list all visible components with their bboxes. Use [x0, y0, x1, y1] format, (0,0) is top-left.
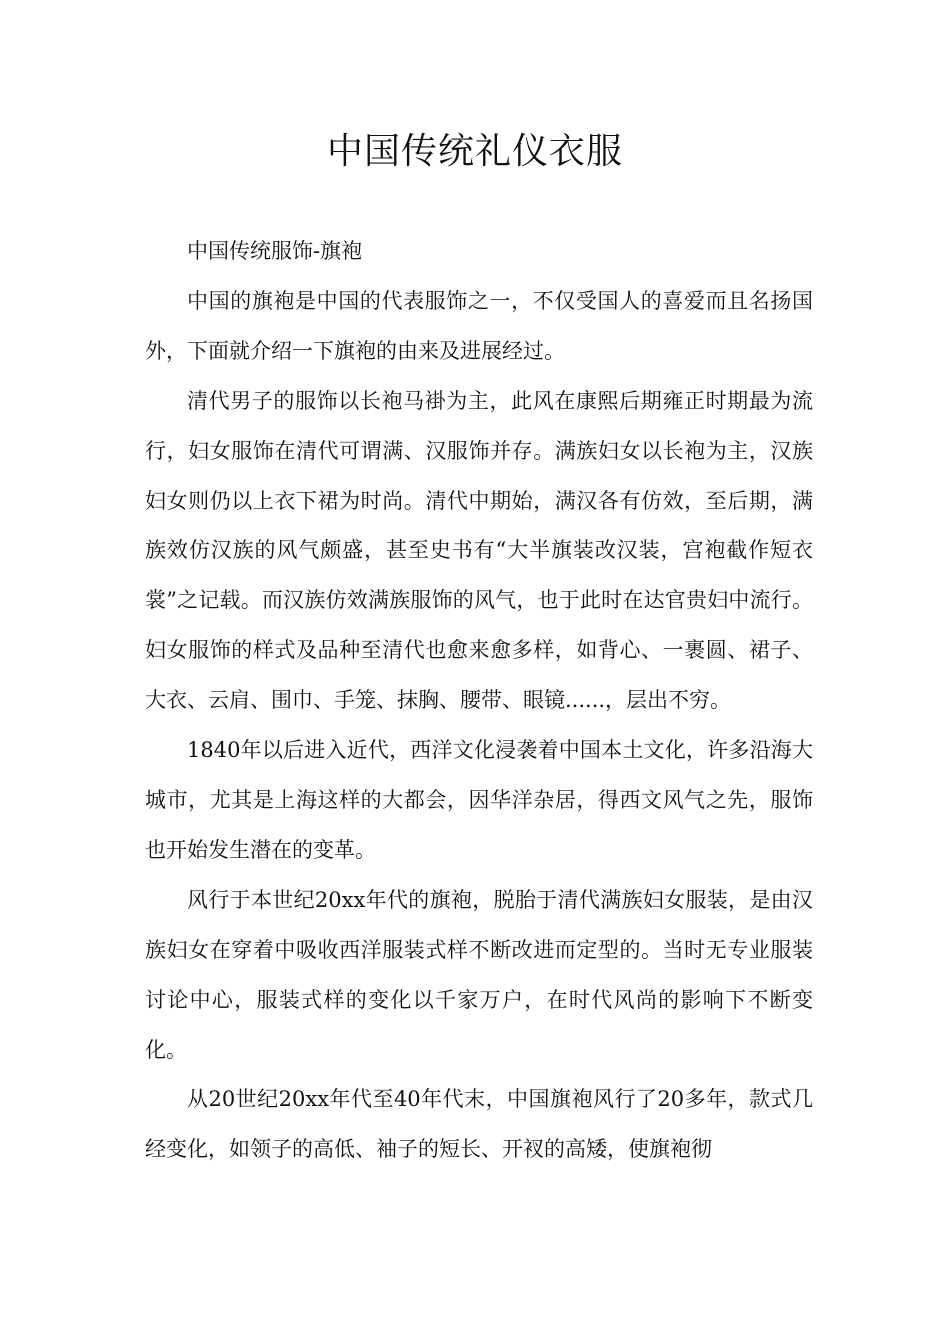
document-body: [145, 227, 813, 1175]
paragraph-modern-era: 1840年以后进入近代，西洋文化浸袭着中国本土文化，许多沿海大城市，尤其是上海这样的大都会，因华洋杂居，得西文风气之先，服饰也开始发生潜在的变革。: [145, 738, 813, 862]
document-title: 中国传统礼仪衣服: [326, 131, 623, 172]
paragraph-intro: 中国的旗袍是中国的代表服饰之一，不仅受国人的喜爱而且名扬国外，下面就介绍一下旗袍的由来及进展经过。: [145, 288, 813, 363]
paragraph-qipao-evolution: 从20世纪20xx年代至40年代末，中国旗袍风行了20多年，款式几经变化，如领子的高低、袖子的短长、开衩的高矮，使旗袍彻: [145, 1087, 813, 1162]
paragraph-qing-dynasty: 清代男子的服饰以长袍马褂为主，此风在康熙后期雍正时期最为流行，妇女服饰在清代可谓满、汉服饰并存。满族妇女以长袍为主，汉族妇女则仍以上衣下裙为时尚。清代中期始，满汉各有仿效，至后期，满族效仿汉族的风气颇盛，甚至史书有“大半旗装改汉装，宫袍截作短衣裳”之记载。而汉族仿效满族服饰的风气，也于此时在达官贵妇中流行。妇女服饰的样式及品种至清代也愈来愈多样，如背心、一裹圆、裙子、大衣、云肩、围巾、手笼、抹胸、腰带、眼镜......，层出不穷。: [145, 388, 813, 713]
paragraph-qipao-origin: 风行于本世纪20xx年代的旗袍，脱胎于清代满族妇女服装，是由汉族妇女在穿着中吸收西洋服装式样不断改进而定型的。当时无专业服装讨论中心，服装式样的变化以千家万户，在时代风尚的影响下不断变化。: [145, 887, 813, 1062]
section-heading: 中国传统服饰-旗袍: [187, 239, 363, 263]
